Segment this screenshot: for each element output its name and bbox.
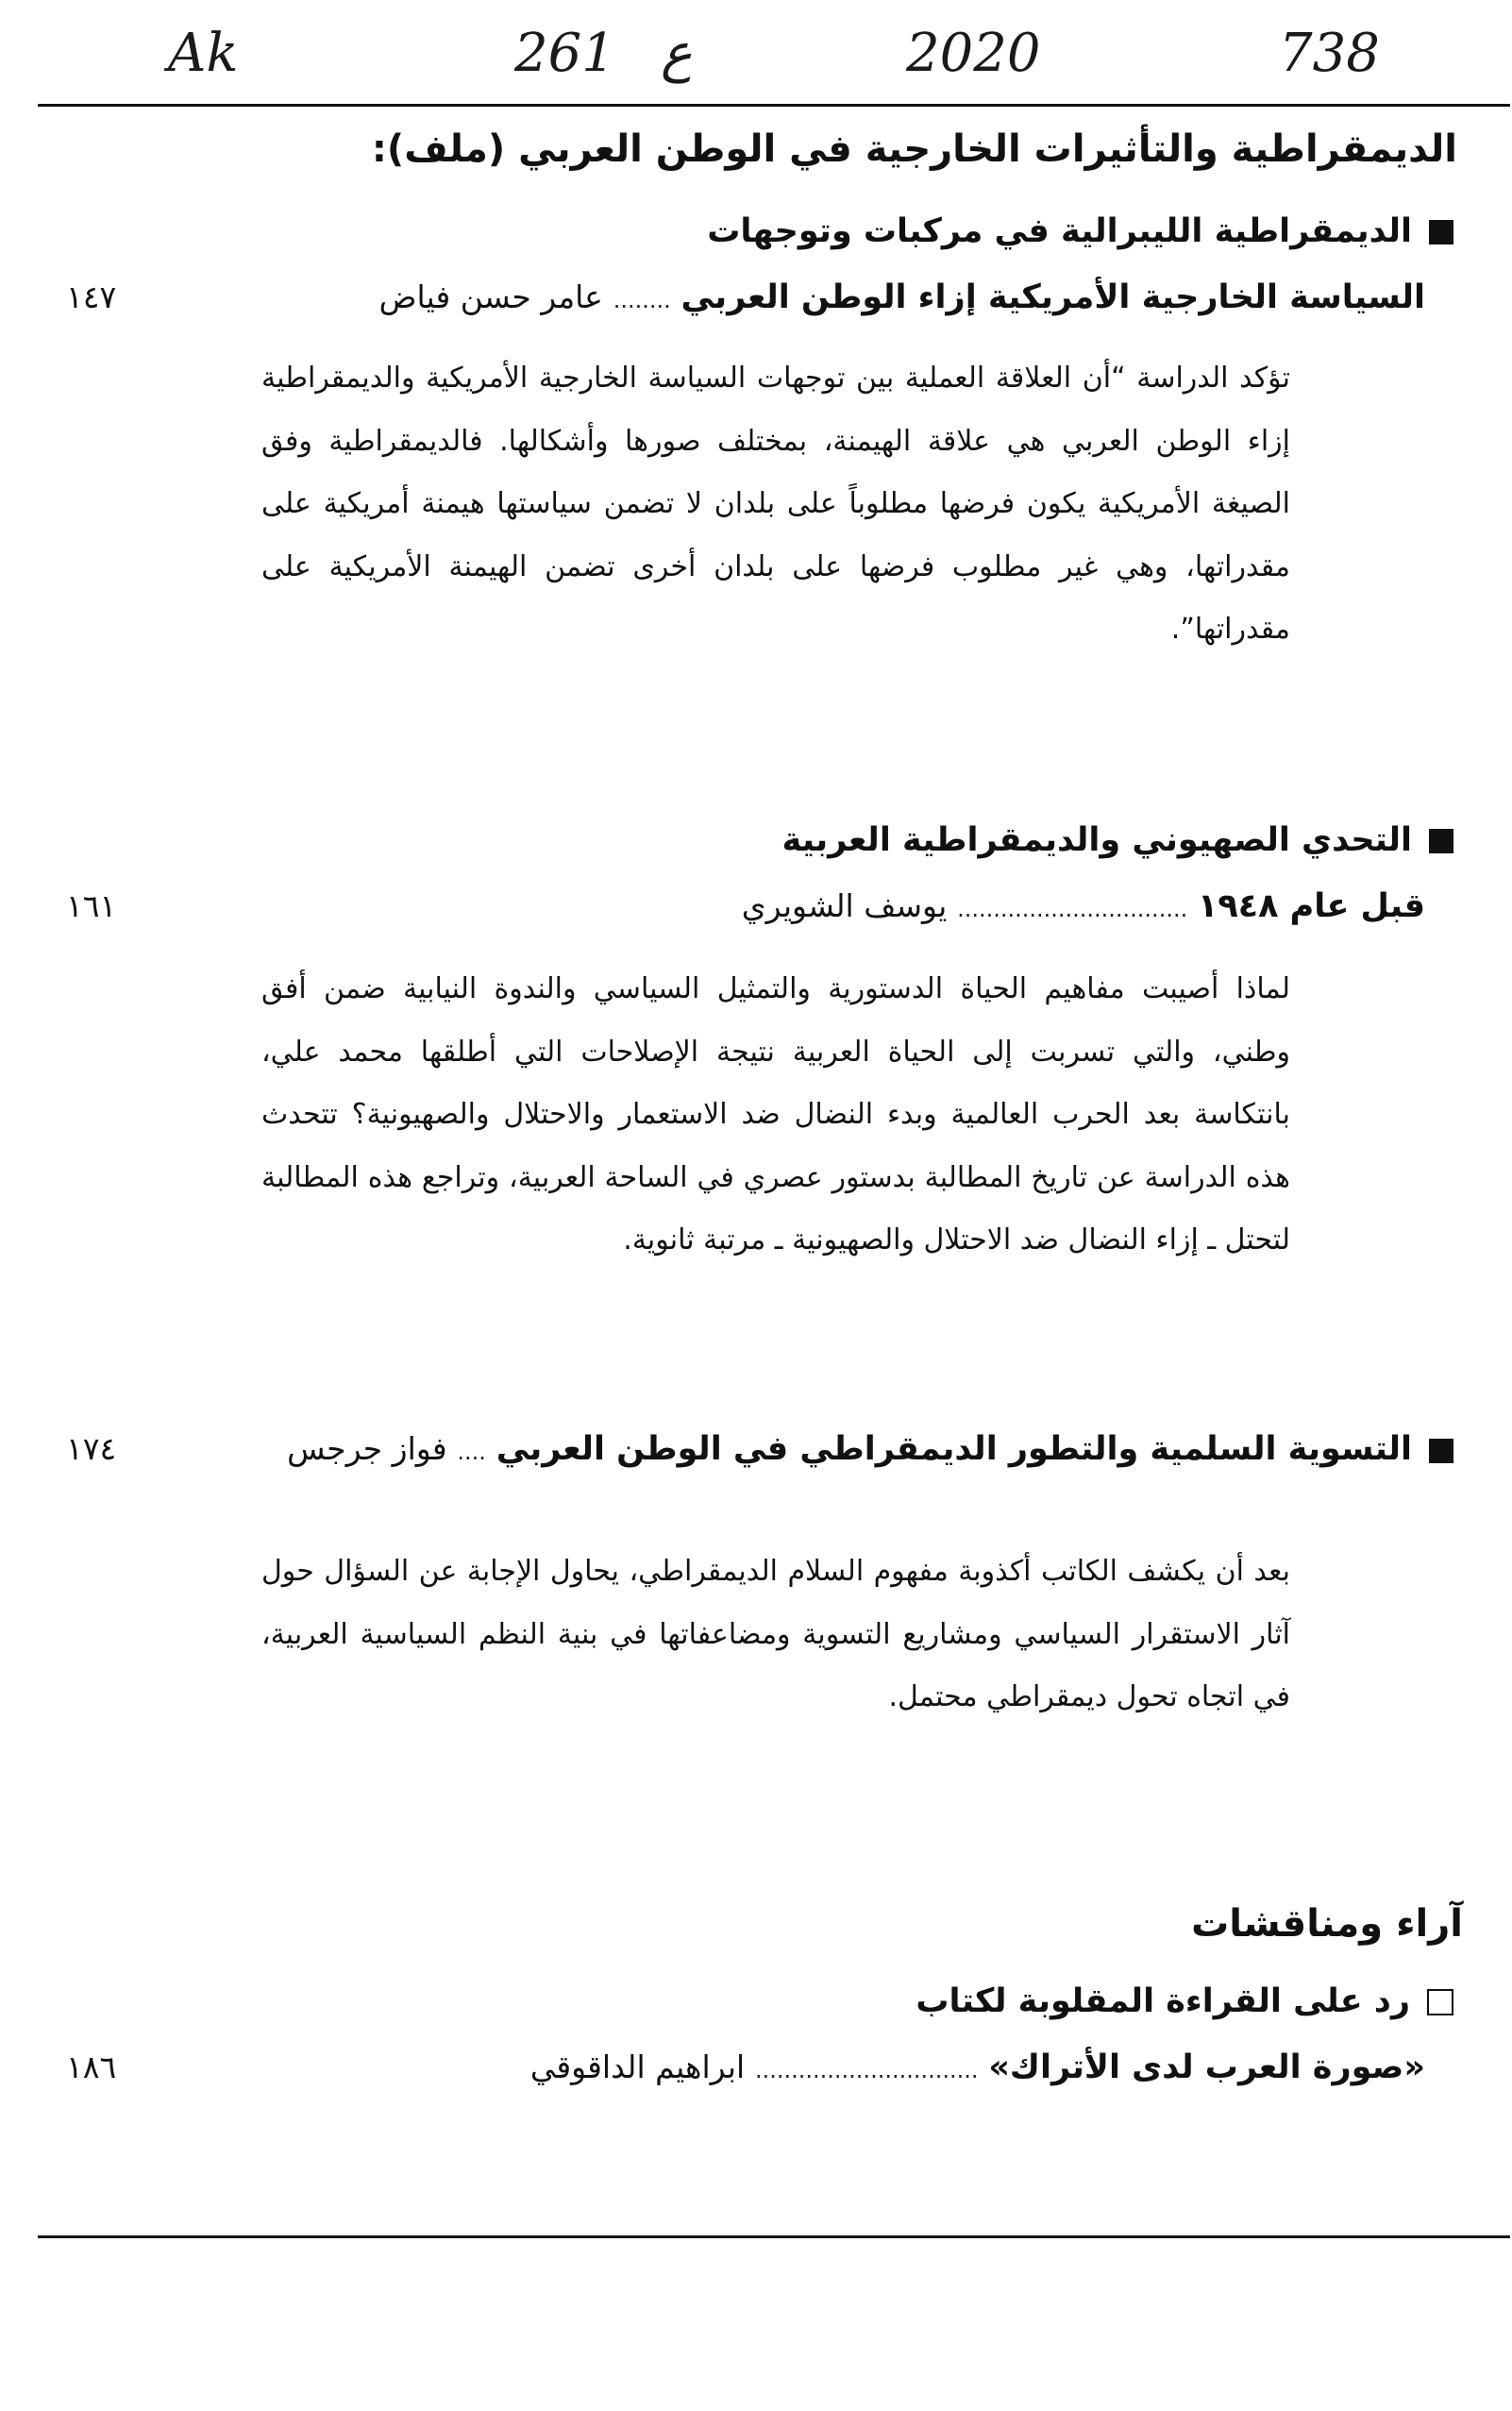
discussion-1-title-line2: «صورة العرب لدى الأتراك» <box>988 2049 1425 2086</box>
handwritten-issue: 261 <box>514 23 615 84</box>
article-1-abstract: تؤكد الدراسة “أن العلاقة العملية بين توجهات السياسة الخارجية الأمريكية والديمقراطية إزاء الوطن العربي هي علاقة الهيمنة، بمختلف صورها وأشكالها. فالديمقراطية وفق الصيغة الأمريكية يكون فرضها مطلوباً على بلدان لا تضمن سياستها هيمنة أمريكية على مقدراتها، وهي غير مطلوب فرضها على بلدان أخرى تضمن الهيمنة الأمريكية على مقدراتها”. <box>261 362 1290 646</box>
article-2-abstract: لماذا أصيبت مفاهيم الحياة الدستورية والتمثيل السياسي والندوة النيابية ضمن أفق وطني، والتي تسربت إلى الحياة العربية نتيجة الإصلاحات التي أطلقها محمد علي، بانتكاسة بعد الحرب العالمية وبدء النضال ضد الاستعمار والاحتلال والصهيونية؟ تتحدث هذه الدراسة عن تاريخ المطالبة بدستور عصري في الساحة العربية، وتراجع هذه المطالبة لتحتل ـ إزاء النضال ضد الاحتلال والصهيونية ـ مرتبة ثانوية. <box>261 972 1290 1256</box>
article-1-page: ١٤٧ <box>66 278 117 315</box>
article-3-page: ١٧٤ <box>66 1430 117 1467</box>
handwritten-code: Ak <box>168 23 239 84</box>
leader-dots: ........ <box>613 287 671 313</box>
discussion-1-entry <box>66 2049 1425 2096</box>
leader-dots: .... <box>457 1439 486 1465</box>
bullet-square-icon <box>1429 829 1453 853</box>
discussion-1-page: ١٨٦ <box>66 2049 117 2085</box>
article-1-entry <box>66 278 1425 326</box>
bullet-square-icon <box>1429 1439 1453 1463</box>
article-1-title-line1: الديمقراطية الليبرالية في مركبات وتوجهات <box>57 212 1453 250</box>
bullet-square-icon <box>1429 220 1453 244</box>
article-2-title-line2: قبل عام ١٩٤٨ <box>1198 887 1425 925</box>
article-1-title-line2: السياسة الخارجية الأمريكية إزاء الوطن العربي <box>680 278 1425 316</box>
discussions-section-title: آراء ومناقشات <box>1191 1902 1463 1946</box>
article-2-title-line1: التحدي الصهيوني والديمقراطية العربية <box>57 821 1453 859</box>
article-3-title: التسوية السلمية والتطور الديمقراطي في الوطن العربي <box>496 1430 1412 1468</box>
handwritten-letter: ع <box>661 23 693 84</box>
article-3-abstract: بعد أن يكشف الكاتب أكذوبة مفهوم السلام الديمقراطي، يحاول الإجابة عن السؤال حول آثار الاستقرار السياسي ومشاريع التسوية ومضاعفاتها في بنية النظم السياسية العربية، في اتجاه تحول ديمقراطي محتمل. <box>261 1555 1290 1713</box>
handwritten-year: 2020 <box>906 23 1041 84</box>
top-rule <box>38 104 1510 107</box>
handwritten-number: 738 <box>1279 23 1380 84</box>
article-3-entry <box>66 1430 1453 1477</box>
leader-dots: ................................ <box>957 896 1188 922</box>
file-section-title: الديمقراطية والتأثيرات الخارجية في الوطن العربي (ملف): <box>371 127 1457 171</box>
article-2-entry <box>66 887 1425 935</box>
article-2-page: ١٦١ <box>66 887 117 924</box>
article-1-author: عامر حسن فياض <box>378 278 603 315</box>
article-3-author: فواز جرجس <box>287 1430 447 1467</box>
discussion-1-author: ابراهيم الداقوقي <box>529 2049 746 2085</box>
discussion-1-title-line1: رد على القراءة المقلوبة لكتاب <box>57 1982 1453 2020</box>
bullet-open-square-icon <box>1427 1989 1453 2015</box>
article-2-author: يوسف الشويري <box>741 887 948 924</box>
bottom-rule <box>38 2235 1510 2238</box>
leader-dots: ............................... <box>755 2057 979 2083</box>
